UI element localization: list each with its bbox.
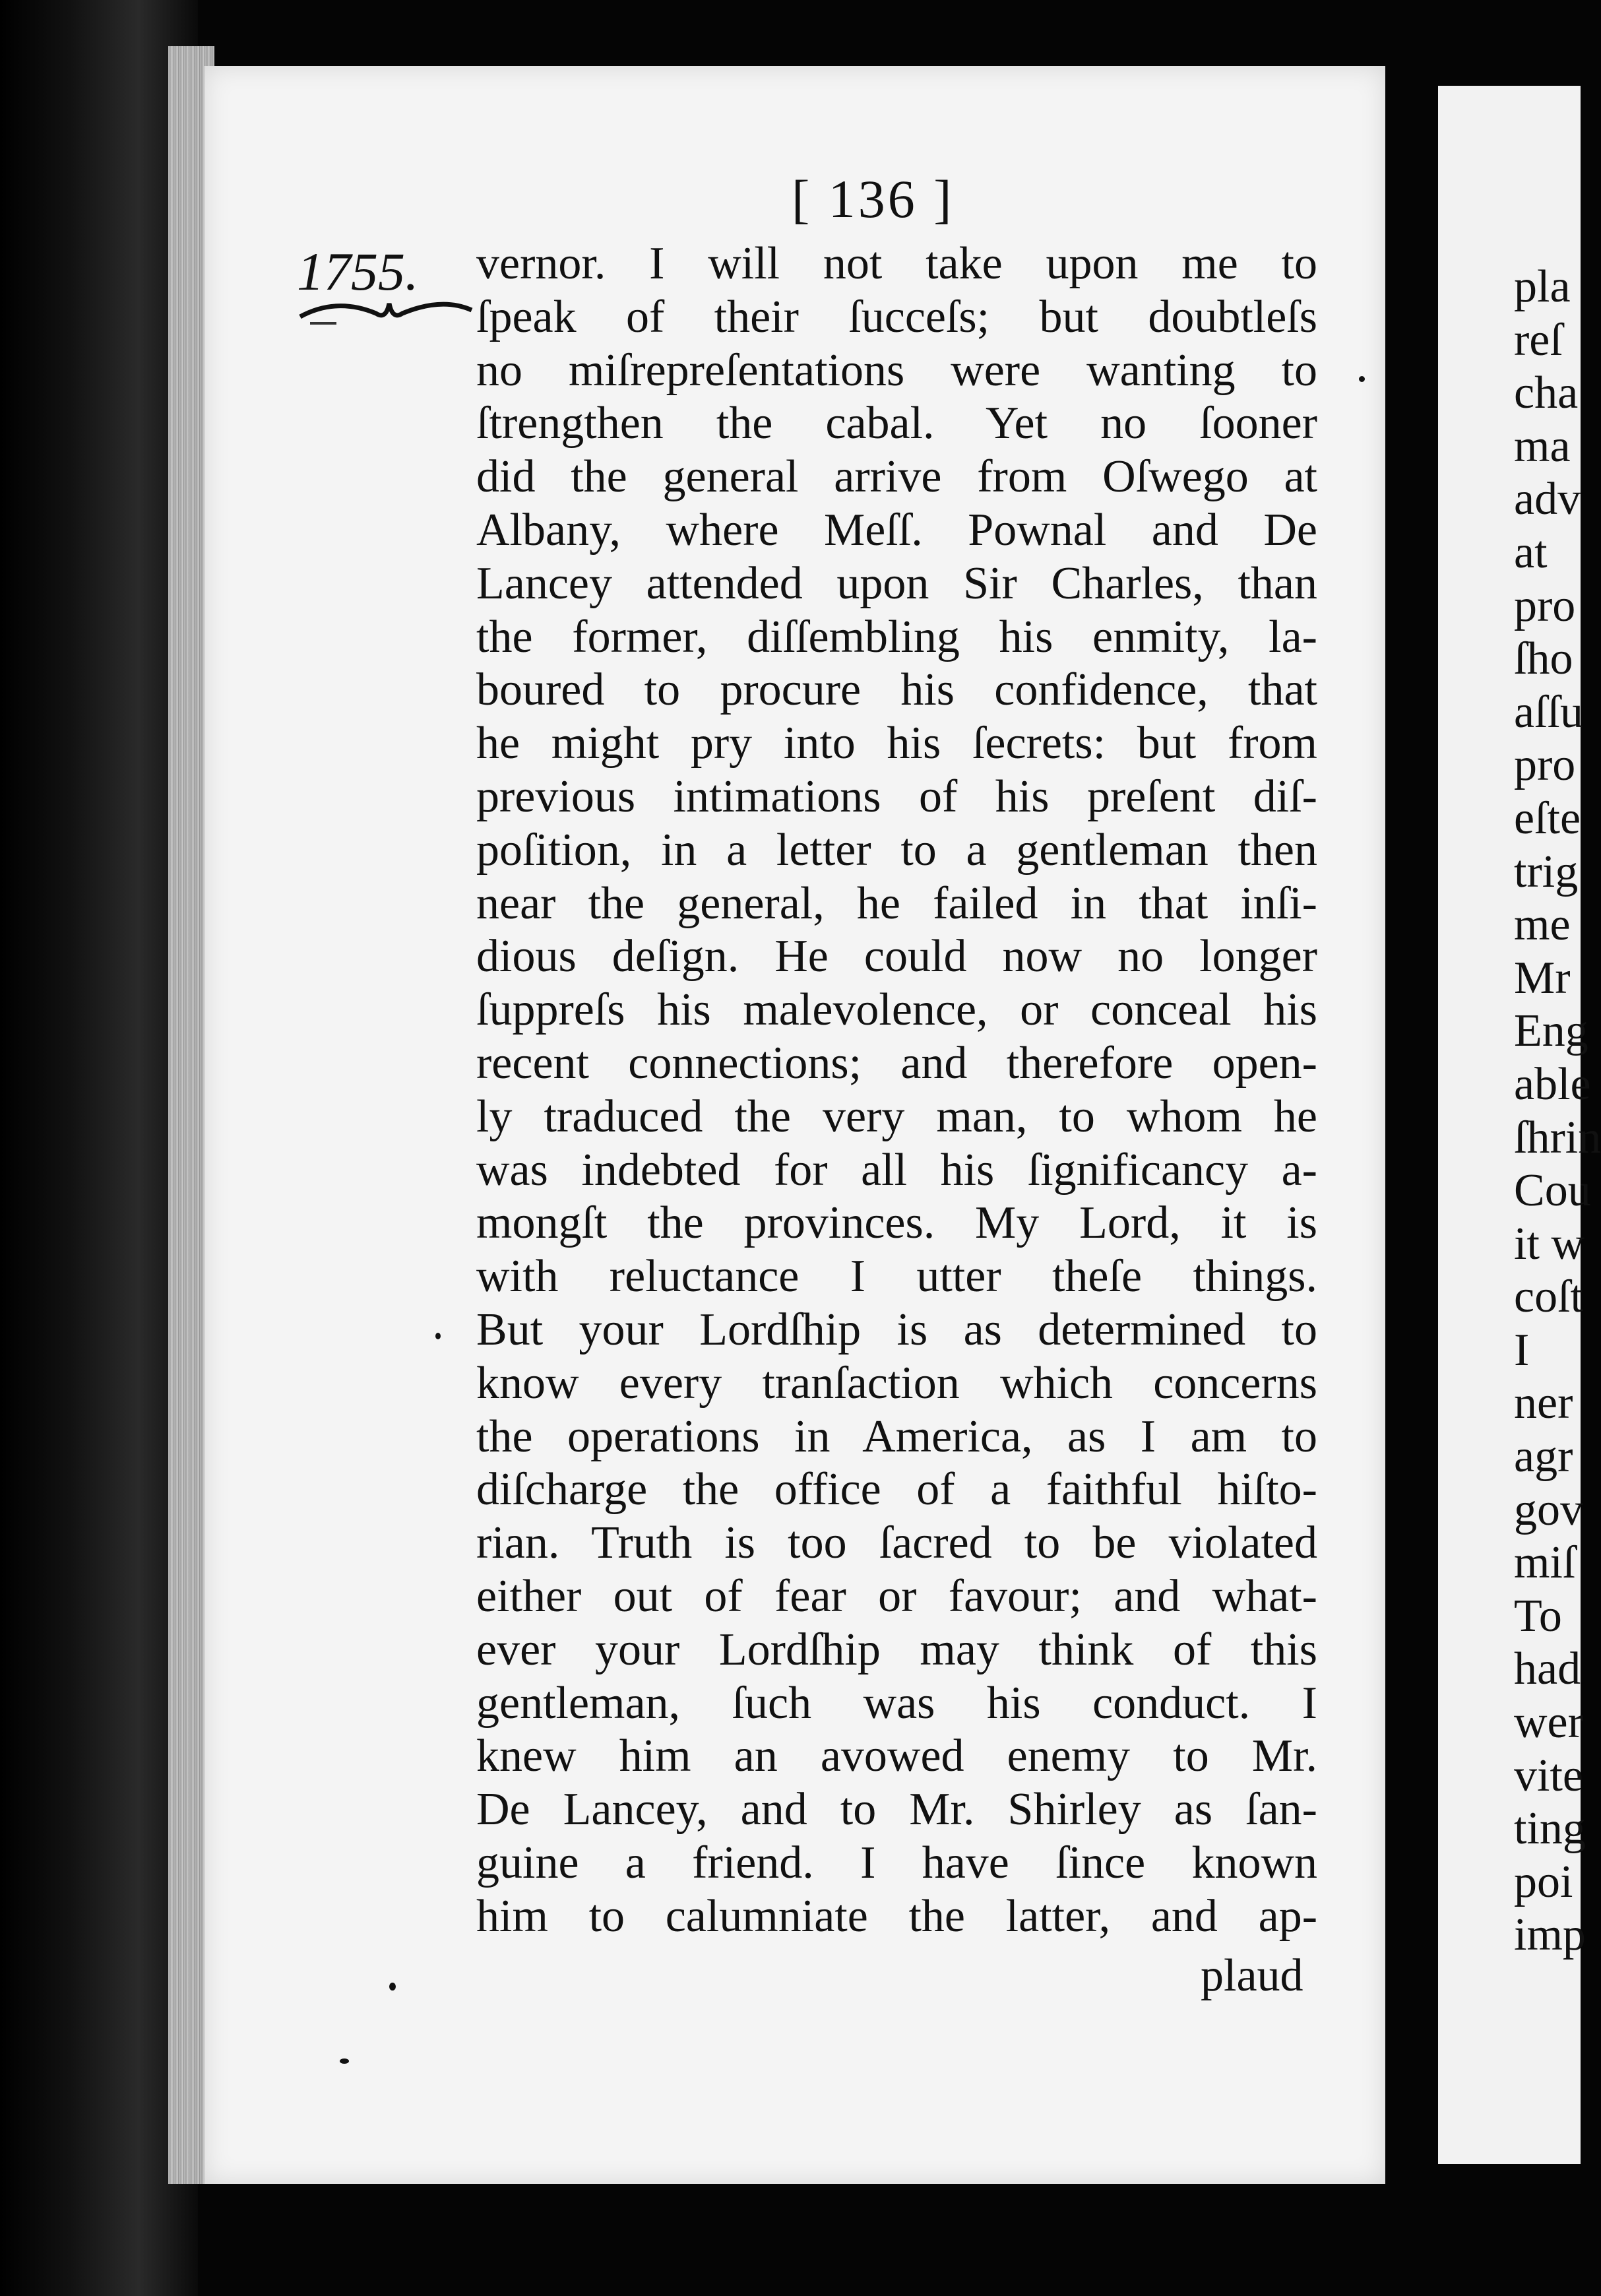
facing-text-line: pro bbox=[1514, 580, 1576, 631]
facing-text-line: ner bbox=[1514, 1378, 1573, 1429]
text-line: recent connections; and therefore open- bbox=[476, 1037, 1317, 1089]
text-line: the operations in America, as I am to bbox=[476, 1411, 1317, 1462]
text-line: vernor. I will not take upon me to bbox=[476, 238, 1317, 289]
page-speck bbox=[340, 2058, 349, 2064]
text-line: him to calumniate the latter, and ap- bbox=[476, 1890, 1317, 1942]
page-number-heading: [ 136 ] bbox=[792, 169, 955, 229]
facing-text-line: Mr bbox=[1514, 952, 1571, 1004]
facing-text-line: ting bbox=[1514, 1803, 1586, 1855]
text-line: ever your Lordſhip may think of this bbox=[476, 1624, 1317, 1675]
facing-text-line: ſhrin bbox=[1514, 1112, 1601, 1163]
facing-text-line: pla bbox=[1514, 261, 1571, 312]
text-line: Albany, where Meſſ. Pownal and De bbox=[476, 504, 1317, 556]
facing-text-line: coſt bbox=[1514, 1271, 1583, 1323]
facing-text-line: cha bbox=[1514, 367, 1579, 419]
text-line: dious deſign. He could now no longer bbox=[476, 931, 1317, 982]
catchword: plaud bbox=[1201, 1950, 1303, 2001]
text-line: But your Lordſhip is as determined to bbox=[476, 1304, 1317, 1355]
facing-text-line: miſ bbox=[1514, 1537, 1576, 1589]
text-line: with reluctance I utter theſe things. bbox=[476, 1251, 1317, 1302]
facing-text-line: wer bbox=[1514, 1697, 1583, 1748]
facing-text-line: Cou bbox=[1514, 1165, 1591, 1217]
text-line: boured to procure his confidence, that bbox=[476, 664, 1317, 716]
facing-text-line: I bbox=[1514, 1324, 1530, 1376]
facing-text-line: had bbox=[1514, 1643, 1581, 1695]
text-line: Lancey attended upon Sir Charles, than bbox=[476, 558, 1317, 609]
facing-text-line: me bbox=[1514, 899, 1571, 951]
text-line: ſtrengthen the cabal. Yet no ſooner bbox=[476, 398, 1317, 449]
page-speck bbox=[1359, 376, 1365, 382]
text-line: near the general, he failed in that inſi- bbox=[476, 877, 1317, 929]
facing-text-line: reſ bbox=[1514, 314, 1563, 366]
text-line: either out of fear or favour; and what- bbox=[476, 1570, 1317, 1622]
facing-text-line: it w bbox=[1514, 1218, 1585, 1269]
facing-text-line: able bbox=[1514, 1058, 1591, 1110]
margin-year-note: 1755. bbox=[297, 241, 419, 302]
text-line: was indebted for all his ſignificancy a- bbox=[476, 1144, 1317, 1196]
text-line: ſpeak of their ſucceſs; but doubtleſs bbox=[476, 291, 1317, 342]
text-line: gentleman, ſuch was his conduct. I bbox=[476, 1677, 1317, 1729]
facing-page-text bbox=[1514, 261, 1601, 1962]
facing-text-line: at bbox=[1514, 526, 1548, 578]
body-text bbox=[476, 238, 1317, 1944]
facing-text-line: imp bbox=[1514, 1909, 1586, 1961]
facing-text-line: pro bbox=[1514, 740, 1576, 791]
margin-brace-ornament bbox=[297, 290, 475, 330]
text-line: the former, diſſembling his enmity, la- bbox=[476, 611, 1317, 662]
text-line: guine a friend. I have ſince known bbox=[476, 1837, 1317, 1888]
text-line: did the general arrive from Oſwego at bbox=[476, 451, 1317, 503]
facing-text-line: poi bbox=[1514, 1856, 1573, 1907]
page-speck bbox=[435, 1333, 441, 1339]
text-line: rian. Truth is too ſacred to be violated bbox=[476, 1517, 1317, 1569]
text-line: mongſt the provinces. My Lord, it is bbox=[476, 1197, 1317, 1249]
text-line: no miſrepreſentations were wanting to bbox=[476, 344, 1317, 396]
facing-text-line: eſte bbox=[1514, 792, 1581, 844]
facing-text-line: ma bbox=[1514, 420, 1571, 472]
text-line: know every tranſaction which concerns bbox=[476, 1357, 1317, 1409]
facing-text-line: vite bbox=[1514, 1750, 1583, 1801]
facing-text-line: agr bbox=[1514, 1431, 1573, 1483]
facing-text-line: gov bbox=[1514, 1484, 1583, 1535]
text-line: ly traduced the very man, to whom he bbox=[476, 1091, 1317, 1142]
page-speck bbox=[389, 1983, 396, 1991]
facing-text-line: trig bbox=[1514, 846, 1579, 897]
text-line: De Lancey, and to Mr. Shirley as ſan- bbox=[476, 1784, 1317, 1835]
text-line: diſcharge the office of a faithful hiſto- bbox=[476, 1464, 1317, 1515]
facing-text-line: ſho bbox=[1514, 633, 1573, 685]
text-line: knew him an avowed enemy to Mr. bbox=[476, 1731, 1317, 1782]
facing-text-line: Eng bbox=[1514, 1005, 1588, 1057]
facing-text-line: adv bbox=[1514, 474, 1581, 525]
text-line: ſuppreſs his malevolence, or conceal his bbox=[476, 984, 1317, 1036]
text-line: previous intimations of his preſent diſ- bbox=[476, 771, 1317, 822]
text-line: poſition, in a letter to a gentleman then bbox=[476, 824, 1317, 876]
facing-text-line: aſſu bbox=[1514, 686, 1583, 738]
text-line: he might pry into his ſecrets: but from bbox=[476, 718, 1317, 769]
facing-text-line: To bbox=[1514, 1590, 1562, 1642]
